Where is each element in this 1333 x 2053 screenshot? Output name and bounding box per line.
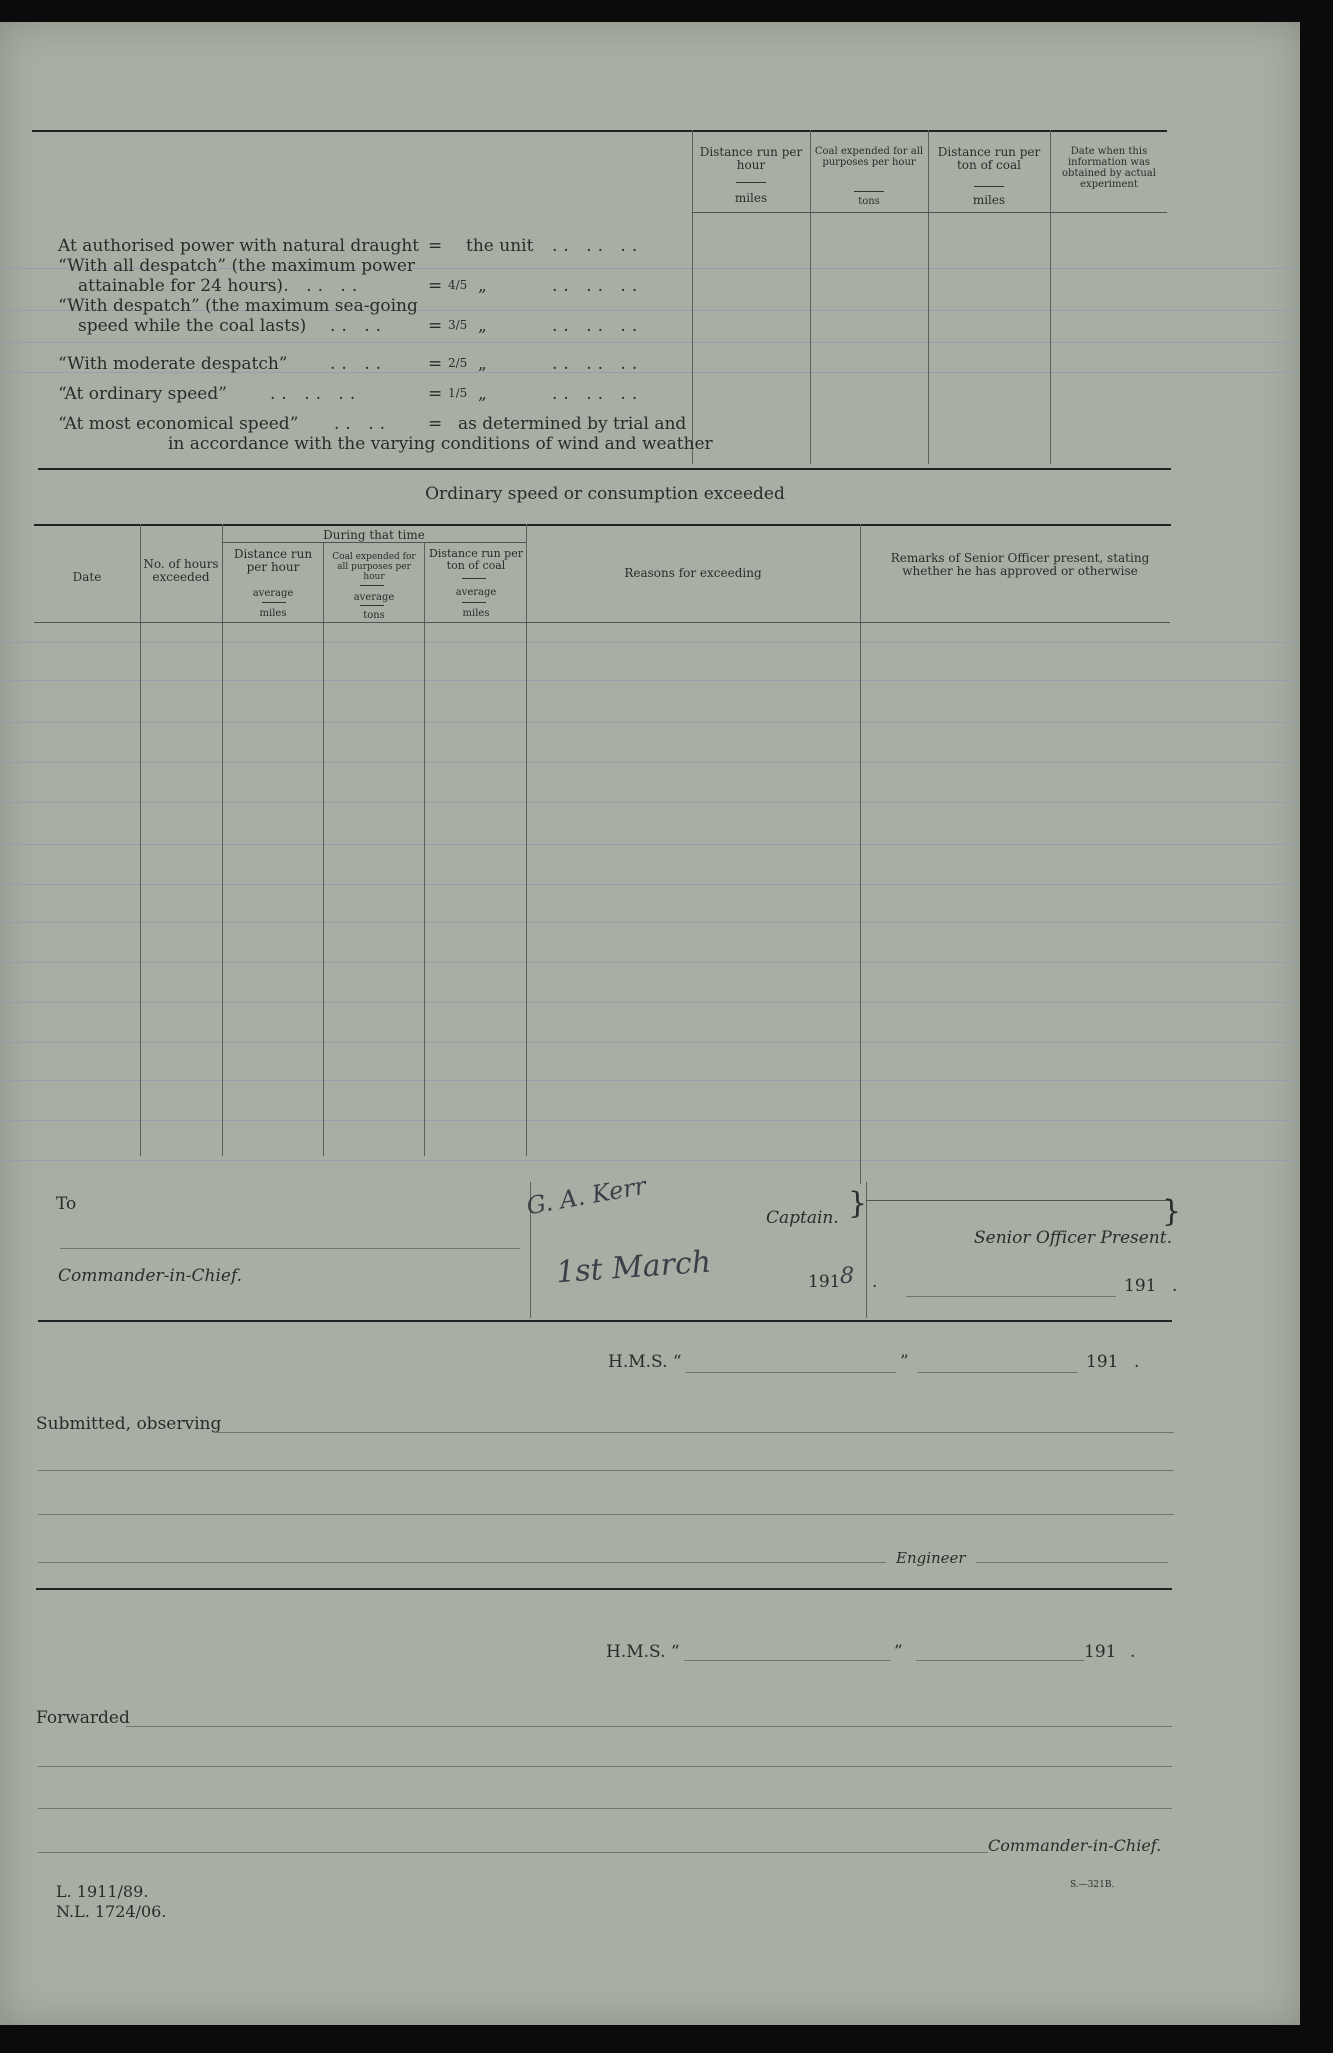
- column-divider: [928, 130, 929, 464]
- row-fraction: 3/5: [448, 318, 468, 332]
- ruled-line: [0, 922, 1300, 923]
- header-date-when: Date when this information was obtained by actual experiment: [1062, 146, 1156, 190]
- year-label: 191: [1124, 1276, 1157, 1296]
- reference-l: L. 1911/89.: [56, 1882, 149, 1901]
- ruled-line: [0, 1042, 1300, 1043]
- row-fraction: 2/5: [448, 356, 468, 370]
- header-underline: [262, 602, 286, 603]
- header-distance-run: Distance run per hour: [699, 145, 803, 172]
- date-line: [918, 1372, 1078, 1373]
- row-fraction: 1/5: [448, 386, 468, 400]
- column-divider: [692, 130, 693, 464]
- ruled-line: [0, 342, 1300, 343]
- row-equals: =: [428, 276, 443, 296]
- observation-line: [38, 1514, 1174, 1515]
- header-rule: [692, 212, 1167, 213]
- ruled-line: [0, 1002, 1300, 1003]
- row-ditto: „: [478, 316, 487, 336]
- row-leader-dots: .. .. ..: [552, 354, 644, 374]
- header-unit: miles: [734, 191, 768, 205]
- forward-line: [38, 1766, 1172, 1767]
- row-equals: =: [428, 316, 443, 336]
- row-ditto: „: [478, 384, 487, 404]
- hms-label: H.M.S. “: [608, 1352, 682, 1372]
- column-divider: [424, 542, 425, 1156]
- column-divider: [810, 130, 811, 464]
- header-underline: [462, 602, 486, 603]
- period-mark: .: [1172, 1276, 1178, 1296]
- row-equals: =: [428, 354, 443, 374]
- column-divider: [222, 524, 223, 1156]
- column-divider: [1050, 130, 1051, 464]
- column-divider: [526, 524, 527, 1156]
- ruled-line: [0, 1120, 1300, 1121]
- captain-signature: G. A. Kerr: [524, 1171, 649, 1221]
- header-unit: miles: [972, 193, 1006, 207]
- divider: [38, 1320, 1172, 1322]
- row-value: as determined by trial and: [458, 414, 687, 434]
- header-unit: miles: [462, 608, 490, 619]
- divider: [36, 1588, 1172, 1590]
- handwritten-date: 1st March: [554, 1244, 713, 1291]
- row-leader-dots: .. .. ..: [552, 316, 644, 336]
- form-page: [0, 22, 1300, 2025]
- brace: }: [848, 1186, 868, 1221]
- row-label: “With despatch” (the maximum sea-going: [58, 296, 418, 316]
- column-divider: [860, 524, 861, 1184]
- row-leader-dots: .. ..: [334, 414, 392, 434]
- header-average: average: [353, 592, 395, 603]
- row-ditto: „: [478, 354, 487, 374]
- sig-rule: [866, 1200, 1172, 1201]
- header-average: average: [252, 588, 294, 599]
- row-leader-dots: .. ..: [330, 354, 388, 374]
- row-label: attainable for 24 hours): [78, 276, 283, 296]
- ship-name-line: [686, 1372, 896, 1373]
- ruled-line: [0, 642, 1300, 643]
- header-hours: No. of hours exceeded: [143, 557, 219, 584]
- header-underline: [736, 182, 766, 183]
- top-table-bottom-border: [38, 468, 1171, 470]
- row-leader-dots: .. .. ..: [552, 276, 644, 296]
- header-underline: [974, 186, 1004, 187]
- row-label: speed while the coal lasts): [78, 316, 307, 336]
- captain-label: Captain.: [766, 1208, 839, 1228]
- period-mark: .: [1130, 1642, 1136, 1662]
- ruled-line: [0, 802, 1300, 803]
- ruled-line: [0, 762, 1300, 763]
- header-reasons: Reasons for exceeding: [624, 566, 762, 580]
- row-label: “At ordinary speed”: [58, 384, 227, 404]
- close-quote: ”: [894, 1642, 903, 1662]
- ruled-line: [0, 1160, 1300, 1161]
- forward-line: [126, 1726, 1172, 1727]
- row-label: in accordance with the varying conditions of wind and weather: [168, 434, 713, 454]
- year-label: 191: [1086, 1352, 1119, 1372]
- row-label: “With moderate despatch”: [58, 354, 288, 374]
- top-table-border: [32, 130, 1167, 132]
- header-coal: Coal expended for all purposes per hour: [332, 552, 416, 582]
- header-coal: Coal expended for all purposes per hour: [814, 146, 924, 168]
- ruled-line: [0, 962, 1300, 963]
- row-leader-dots: .. .. ..: [270, 384, 362, 404]
- submitted-label: Submitted, observing: [36, 1414, 222, 1434]
- during-that-time: During that time: [323, 528, 425, 542]
- year-handwritten: 8: [840, 1264, 854, 1289]
- date-line: [906, 1296, 1116, 1297]
- row-leader-dots: .. .. ..: [552, 236, 644, 256]
- forward-line: [38, 1852, 988, 1853]
- row-equals: =: [428, 384, 443, 404]
- ruled-line: [0, 680, 1300, 681]
- ruled-line: [0, 884, 1300, 885]
- header-underline: [854, 191, 884, 192]
- year-label: 191: [1084, 1642, 1117, 1662]
- second-table-top-border: [34, 524, 1171, 526]
- row-value: the unit: [466, 236, 534, 256]
- section-title: Ordinary speed or consumption exceeded: [425, 484, 785, 504]
- period-mark: .: [1134, 1352, 1140, 1372]
- row-label: “At most economical speed”: [58, 414, 299, 434]
- header-underline: [360, 585, 384, 586]
- row-label: “With all despatch” (the maximum power: [58, 256, 416, 276]
- reference-nl: N.L. 1724/06.: [56, 1902, 167, 1921]
- header-dist-hour: Distance run per hour: [233, 547, 313, 574]
- senior-officer-label: Senior Officer Present.: [974, 1228, 1172, 1248]
- header-unit: tons: [363, 610, 385, 621]
- date-line: [916, 1660, 1084, 1661]
- form-number: S.—321B.: [1070, 1880, 1115, 1890]
- ruled-line: [0, 722, 1300, 723]
- row-label: At authorised power with natural draught: [58, 236, 420, 256]
- row-fraction: 4/5: [448, 278, 468, 292]
- row-leader-dots: .. .. ..: [272, 276, 364, 296]
- ship-name-line: [684, 1660, 890, 1661]
- ruled-line: [0, 1080, 1300, 1081]
- row-leader-dots: .. .. ..: [552, 384, 644, 404]
- header-rule: [34, 622, 1170, 623]
- header-underline: [360, 605, 384, 606]
- forwarded-label: Forwarded: [36, 1708, 130, 1728]
- to-label: To: [56, 1194, 77, 1214]
- column-divider: [323, 542, 324, 1156]
- header-remarks: Remarks of Senior Officer present, stating whether he has approved or otherwise: [890, 551, 1150, 578]
- row-ditto: „: [478, 276, 487, 296]
- engineer-label: Engineer: [896, 1549, 966, 1567]
- header-date: Date: [72, 570, 102, 584]
- header-distance-per-ton: Distance run per ton of coal: [937, 145, 1041, 172]
- row-leader-dots: .. ..: [330, 316, 388, 336]
- hms-label: H.M.S. “: [606, 1642, 680, 1662]
- engineer-signature-line: [976, 1562, 1168, 1563]
- commander-label: Commander-in-Chief.: [58, 1266, 243, 1286]
- commander-label: Commander-in-Chief.: [988, 1836, 1162, 1855]
- forward-line: [38, 1808, 1172, 1809]
- observation-line: [38, 1562, 886, 1563]
- row-equals: =: [428, 414, 443, 434]
- observation-line: [214, 1432, 1174, 1433]
- header-dist-ton: Distance run per ton of coal: [429, 547, 523, 572]
- observation-line: [38, 1470, 1174, 1471]
- to-line: [60, 1248, 520, 1249]
- header-unit: miles: [259, 608, 287, 619]
- ruled-line: [0, 844, 1300, 845]
- header-average: average: [455, 587, 497, 598]
- column-divider: [140, 524, 141, 1156]
- brace: }: [1162, 1194, 1182, 1229]
- header-rule: [222, 542, 526, 543]
- close-quote: ”: [900, 1352, 909, 1372]
- year-prefix: 191: [808, 1272, 841, 1292]
- row-equals: =: [428, 236, 443, 256]
- period-mark: .: [872, 1272, 878, 1292]
- header-underline: [462, 578, 486, 579]
- header-unit: tons: [858, 196, 880, 207]
